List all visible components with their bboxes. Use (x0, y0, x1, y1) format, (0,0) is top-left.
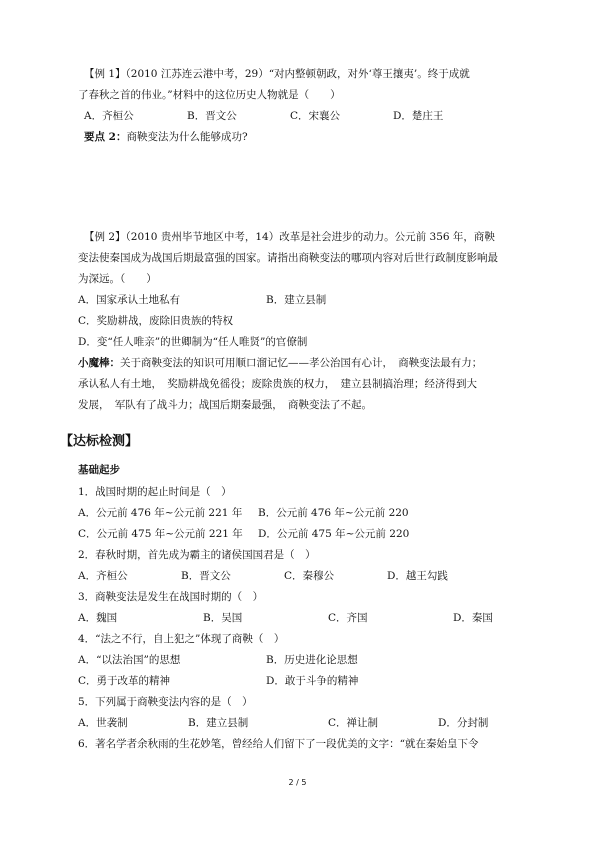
question-2-options (78, 566, 548, 587)
tip-label: 小魔棒： (78, 357, 120, 369)
option-d: D．越王勾践 (387, 570, 448, 582)
page-number: 2 / 5 (288, 778, 307, 787)
example-1-options (78, 106, 548, 127)
option-c: C．秦穆公 (284, 570, 335, 582)
tip-line-1 (78, 353, 548, 374)
option-b: B．晋文公 (181, 570, 231, 582)
example-1 (78, 64, 548, 148)
tip-line-3: 发展， 军队有了战斗力；战国后期秦最强， 商鞅变法了不起。 (78, 399, 372, 411)
option-b: B．历史进化论思想 (266, 654, 358, 666)
option-a: A．“以法治国”的思想 (78, 654, 181, 666)
question-2-stem: 2．春秋时期，首先成为霸主的诸侯国国君是（ ） (78, 549, 316, 561)
question-5-stem: 5．下列属于商鞅变法内容的是（ ） (78, 696, 253, 708)
section-title: 【达标检测】 (60, 434, 139, 449)
question-1-options-row-2 (78, 524, 548, 545)
question-1-options-row-1 (78, 503, 548, 524)
tip-text-1: 关于商鞅变法的知识可用顺口溜记忆——孝公治国有心计， 商鞅变法最有力； (120, 357, 483, 369)
question-list (78, 482, 548, 755)
example-2 (78, 227, 548, 416)
key-point-2-text: 商鞅变法为什么能够成功? (126, 131, 248, 143)
key-point-2-label: 要点 2： (84, 131, 127, 143)
tip-line-2: 承认私人有土地， 奖励耕战免徭役；废除贵族的权力， 建立县制搞治理；经济得到大 (78, 378, 477, 390)
example-2-line-1: 【例 2】（2010 贵州毕节地区中考，14）改革是社会进步的动力。公元前 356 年，商鞅 (84, 231, 495, 243)
example-2-line-3: 为深远。（ ） (78, 273, 157, 285)
example-2-options-ab (78, 290, 548, 311)
option-c: C．公元前 475 年~公元前 221 年 (78, 528, 243, 540)
question-6-stem: 6．著名学者余秋雨的生花妙笔，曾经给人们留下了一段优美的文字：“就在秦始皇下令 (78, 738, 479, 750)
option-d: D．公元前 475 年~公元前 220 (258, 528, 410, 540)
option-b: B．吴国 (203, 612, 243, 624)
option-d: D．秦国 (453, 612, 493, 624)
option-b: B．建立县制 (266, 294, 327, 306)
option-d: D．楚庄王 (393, 110, 444, 122)
question-5-options (78, 713, 548, 734)
option-b: B．晋文公 (187, 110, 237, 122)
question-4-options-row-1 (78, 650, 548, 671)
option-c: C．禅让制 (328, 717, 379, 729)
option-a: A．魏国 (78, 612, 118, 624)
question-4-options-row-2 (78, 671, 548, 692)
question-1-stem: 1．战国时期的起止时间是（ ） (78, 486, 232, 498)
example-1-line-1: 【例 1】（2010 江苏连云港中考，29）“对内整顿朝政，对外‘尊王攘夷’。终于成就 (84, 68, 470, 80)
option-a: A．齐桓公 (78, 570, 128, 582)
option-c: C．宋襄公 (290, 110, 341, 122)
section-subtitle: 基础起步 (78, 464, 120, 476)
option-d: D．分封制 (438, 717, 489, 729)
option-a: A．世袭制 (78, 717, 128, 729)
option-a: A．公元前 476 年~公元前 221 年 (78, 507, 243, 519)
key-point-2 (78, 127, 548, 148)
option-c: C．奖励耕战，废除旧贵族的特权 (78, 315, 234, 327)
option-b: B．公元前 476 年~公元前 220 (258, 507, 409, 519)
example-1-line-2: 了春秋之首的伟业。”材料中的这位历史人物就是（ ） (78, 89, 341, 101)
option-a: A．国家承认土地私有 (78, 294, 181, 306)
question-4-stem: 4．“法之不行，自上犯之”体现了商鞅（ ） (78, 633, 285, 645)
option-c: C．齐国 (328, 612, 368, 624)
option-b: B．建立县制 (188, 717, 249, 729)
option-c: C．勇于改革的精神 (78, 675, 171, 687)
example-2-line-2: 变法使秦国成为战国后期最富强的国家。请指出商鞅变法的哪项内容对后世行政制度影响最 (78, 252, 498, 264)
question-3-stem: 3．商鞅变法是发生在战国时期的（ ） (78, 591, 264, 603)
option-a: A．齐桓公 (84, 110, 134, 122)
question-3-options (78, 608, 548, 629)
option-d: D．敢于斗争的精神 (266, 675, 359, 687)
option-d: D．变“任人唯亲”的世卿制为“任人唯贤”的官僚制 (78, 336, 308, 348)
